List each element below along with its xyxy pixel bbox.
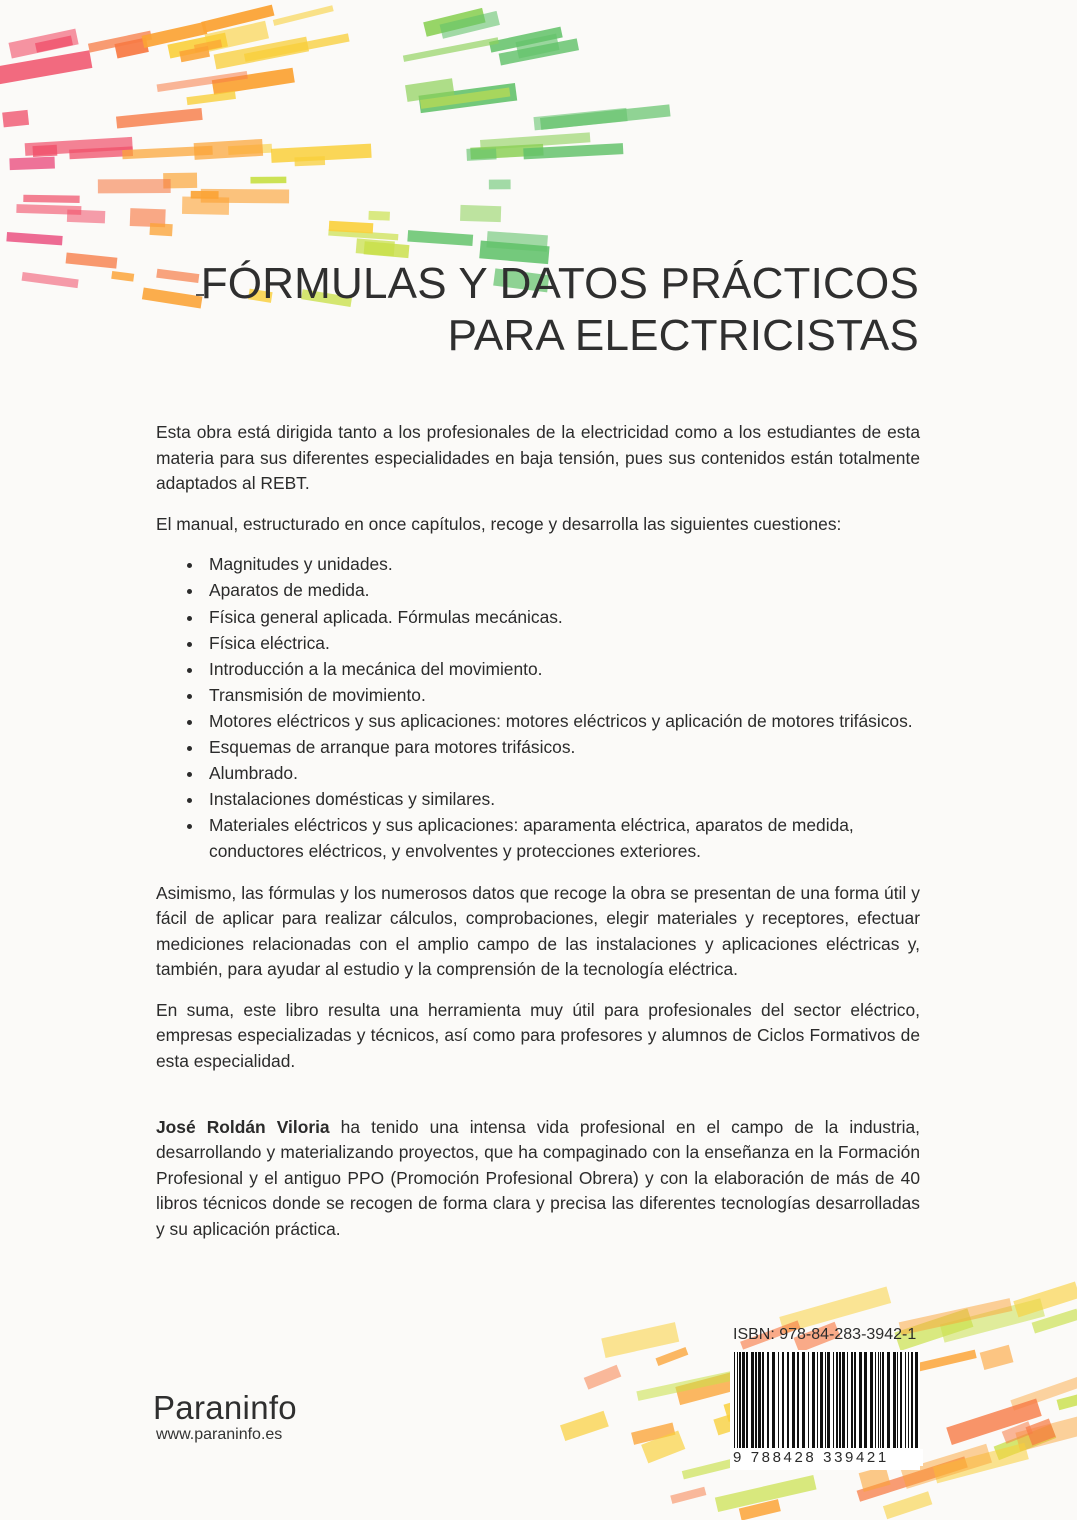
barcode-bar <box>875 1352 876 1448</box>
barcode-bar <box>827 1352 830 1448</box>
barcode-bar <box>772 1352 775 1448</box>
barcode-bar <box>782 1352 784 1448</box>
light-streak <box>601 1322 679 1358</box>
barcode-bar <box>817 1352 818 1448</box>
barcode-bar <box>820 1352 823 1448</box>
barcode-bar <box>758 1352 761 1448</box>
title-line-2: PARA ELECTRICISTAS <box>447 311 919 360</box>
barcode-bar <box>854 1352 856 1448</box>
topic-item: Física general aplicada. Fórmulas mecánicas. <box>209 605 920 631</box>
barcode-bar <box>739 1352 741 1448</box>
barcode-bar <box>859 1352 862 1448</box>
barcode-bar <box>897 1352 898 1448</box>
barcode-bar <box>734 1352 735 1448</box>
barcode-bar <box>797 1352 799 1448</box>
barcode-bar <box>762 1352 764 1448</box>
barcode-bar <box>908 1352 909 1448</box>
topic-item: Magnitudes y unidades. <box>209 552 920 578</box>
barcode-bar <box>900 1352 902 1448</box>
topic-item: Física eléctrica. <box>209 631 920 657</box>
topic-item: Materiales eléctricos y sus aplicaciones: aparamenta eléctrica, aparatos de medida, conductores eléctricos, y envolventes y protecciones exteriores. <box>209 813 920 864</box>
barcode-digits: 9 788428 339421 <box>733 1449 923 1466</box>
barcode-bar <box>893 1352 896 1448</box>
barcode-bar <box>905 1352 906 1448</box>
title-line-1: FÓRMULAS Y DATOS PRÁCTICOS <box>200 259 919 308</box>
publisher-logo: Paraninfo <box>153 1389 297 1426</box>
intro-paragraph: Esta obra está dirigida tanto a los profesionales de la electricidad como a los estudiantes de esta materia para sus diferentes especialidades en baja tensión, pues sus contenidos están totalmente adaptados al REBT. <box>156 422 920 494</box>
barcode-bar <box>808 1352 809 1448</box>
barcode-bar <box>778 1352 779 1448</box>
barcode-bar <box>887 1352 890 1448</box>
topic-item: Alumbrado. <box>209 761 920 787</box>
usefulness-paragraph: Asimismo, las fórmulas y los numerosos datos que recoge la obra se presentan de una forma útil y fácil de aplicar para realizar cálculos, comprobaciones, elegir materiales y receptores, efectuar mediciones relacionadas con el amplio campo de las instalaciones y aplicaciones eléctricas y, también, para ayudar al estudio y la comprensión de la tecnología eléctrica. <box>156 882 920 980</box>
barcode-bar <box>742 1352 745 1448</box>
barcode-bar <box>915 1352 918 1448</box>
topic-item: Transmisión de movimiento. <box>209 683 920 709</box>
light-streak <box>670 1487 706 1504</box>
light-streak <box>584 1365 622 1390</box>
barcode-bar <box>755 1352 757 1448</box>
topic-item: Motores eléctricos y sus aplicaciones: motores eléctricos y aplicación de motores trifásicos. <box>209 709 920 735</box>
barcode-bar <box>870 1352 873 1448</box>
barcode-bar <box>882 1352 884 1448</box>
barcode-bar <box>825 1352 826 1448</box>
barcode-bar <box>839 1352 841 1448</box>
topic-item: Instalaciones domésticas y similares. <box>209 787 920 813</box>
barcode-bar <box>847 1352 848 1448</box>
light-streak <box>560 1411 609 1441</box>
light-streak <box>980 1345 1014 1370</box>
barcode-bar <box>878 1352 879 1448</box>
structure-paragraph: El manual, estructurado en once capítulos, recoge y desarrolla las siguientes cuestiones: <box>156 513 842 534</box>
publisher-url: www.paraninfo.es <box>156 1426 283 1443</box>
barcode-bar <box>737 1352 738 1448</box>
topic-item: Introducción a la mecánica del movimiento. <box>209 657 920 683</box>
barcode-bar <box>911 1352 913 1448</box>
barcode-bar <box>792 1352 795 1448</box>
barcode-bar <box>751 1352 754 1448</box>
barcode-bar <box>880 1352 881 1448</box>
topic-item: Esquemas de arranque para motores trifásicos. <box>209 735 920 761</box>
light-streak <box>655 1347 688 1366</box>
barcode-bar <box>787 1352 789 1448</box>
barcode-bar <box>767 1352 769 1448</box>
summary-paragraph: En suma, este libro resulta una herramienta muy útil para profesionales del sector eléctrico, empresas especializadas y técnicos, así como para profesores y alumnos de Ciclos Formativos de esta especialidad. <box>156 999 920 1072</box>
author-name: José Roldán Viloria <box>156 1116 330 1137</box>
barcode-bar <box>864 1352 867 1448</box>
barcode-bar <box>802 1352 805 1448</box>
isbn-label: ISBN: 978-84-283-3942-1 <box>733 1326 917 1343</box>
topic-item: Aparatos de medida. <box>209 578 920 604</box>
light-streak <box>883 1491 932 1519</box>
author-bio-text: ha tenido una intensa vida profesional en el campo de la industria, desarrollando y materializando proyectos, que ha compaginado con la enseñanza en la Formación Profesional y el antiguo PPO (Promoción Profesional Obrera) y con la elaboración de más de 40 libros técnicos donde se recogen de forma clara y precisa las diferentes tecnologías desarrolladas y su aplicación práctica. <box>156 1116 920 1240</box>
barcode-bar <box>842 1352 845 1448</box>
barcode-bar <box>812 1352 815 1448</box>
barcode-bar <box>836 1352 838 1448</box>
barcode-bar <box>746 1352 748 1448</box>
barcode-bar <box>833 1352 834 1448</box>
barcode-bar <box>851 1352 853 1448</box>
